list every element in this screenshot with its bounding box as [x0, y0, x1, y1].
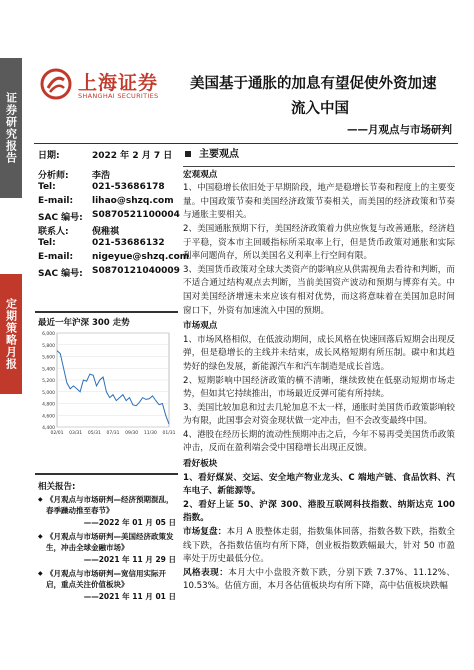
market-point: 4、港股在经历长期的流动性预期冲击之后，今年不易再受美国货币政策冲击，反而在盈利端会受中国稳增长出现正反馈。	[183, 429, 455, 454]
related-reports	[35, 473, 178, 606]
macro-point: 2、美国通胀预期下行，美国经济政策着力供应恢复与改善通胀，经济趋于平稳，资本市主回暖指标所采取率上行，但是货币政策对通胀和实际利率问题尚存，所以美国名义利率上行空间有限。	[183, 223, 455, 262]
y-tick-label: 5,200	[42, 379, 55, 384]
index-chart	[35, 311, 178, 436]
contact-label: 联系人:	[38, 227, 69, 237]
logo	[40, 66, 180, 106]
report-subtitle: ——月观点与市场研判	[347, 124, 452, 136]
style-performance	[183, 567, 455, 594]
sac2-label: SAC 编号:	[38, 269, 83, 279]
tel2-label: Tel:	[38, 238, 56, 248]
section-heading	[183, 148, 455, 162]
report-title-line1: 美国基于通胀的加息有望促使外资加速	[190, 76, 437, 92]
y-tick-label: 5,800	[42, 343, 55, 349]
macro-heading: 宏观观点	[183, 169, 218, 180]
email2-row	[38, 252, 190, 266]
x-tick-label: 07/31	[106, 431, 120, 436]
related-heading: 相关报告:	[38, 482, 76, 492]
industry-point: 1、看好煤炭、交运、安全地产物业龙头、C 端地产链、食品饮料、汽车电子、新能源等。	[183, 472, 455, 497]
tel1-label: Tel:	[38, 182, 56, 192]
style-label: 风格表现：	[183, 567, 229, 578]
market-heading: 市场观点	[183, 321, 218, 332]
industry-heading: 看好板块	[183, 459, 218, 470]
review-text: 本月 A 股整体走弱，指数集体回落，指数各数下跌，指数全线下跌，各指数估值均有所下降，创业板指数跌幅最大，针对 50 市盈率处于历史最低分位。	[183, 527, 455, 565]
sac1-row	[38, 210, 180, 224]
macro-point: 1、中国稳增长依旧处于早期阶段，地产是稳增长节奏和程度上的主要变量。中国政策节奏和美国经济政策节奏相关，而美国的经济政策和节奏与通胀主要相关。	[183, 183, 455, 221]
sac2-row	[38, 266, 180, 280]
contact-email: nigeyue@shzq.com	[92, 252, 190, 262]
author-info	[38, 148, 190, 280]
analyst-row	[38, 168, 176, 182]
y-tick-label: 5,600	[42, 355, 55, 361]
shanghai-securities-logo-icon	[40, 68, 72, 100]
chart-svg	[35, 329, 178, 479]
sidebar	[0, 0, 22, 670]
header-divider	[34, 143, 458, 144]
x-tick-label: 11/30	[143, 431, 157, 436]
market-point: 2、短期影响中国经济政策的横不清晰，继续致使在低驱动短期市场走势，但如其它持续推出，市场最近反弹可能有所持续。	[183, 375, 455, 400]
logo-name-en: SHANGHAI SECURITIES	[78, 92, 159, 100]
tel2-row	[38, 238, 176, 252]
y-tick-label: 5,400	[42, 367, 55, 373]
market-point: 1、市场风格相似，在低波动期间，成长风格在快速回落后短期会出现反弹，但是稳增长的主线并未结束，成长风格短期有所压制。碳中和其趋势好的绿色发展，新能源汽车和汽车制造是成长首选。	[183, 334, 455, 372]
x-tick-label: 01/31	[162, 431, 176, 436]
section-heading-text: 主要观点	[199, 149, 239, 160]
report-date: 2022 年 2 月 7 日	[92, 151, 173, 161]
analyst-tel: 021-53686178	[92, 182, 165, 192]
review-label: 市场复盘：	[183, 527, 227, 538]
related-report-title: ◆ 《月观点与市场研判—美国经济政策发生，冲击全球金融市场》	[38, 532, 178, 553]
y-tick-label: 5,000	[42, 390, 55, 396]
x-tick-label: 02/01	[50, 431, 64, 436]
x-tick-label: 03/31	[69, 431, 83, 436]
related-report-title: ◆ 《月观点与市场研判—宽信用实际开启，重点关注价值板块》	[38, 569, 178, 590]
y-tick-label: 4,600	[42, 414, 55, 420]
y-tick-label: 4,400	[42, 426, 55, 431]
main-content	[183, 148, 455, 594]
tel1-row	[38, 182, 176, 196]
analyst-label: 分析师:	[38, 171, 69, 181]
y-tick-label: 4,800	[42, 402, 55, 408]
logo-name-cn: 上海证券	[78, 72, 159, 94]
email1-row	[38, 196, 176, 210]
related-report-date: ——2021 年 11 月 29 日	[83, 555, 176, 564]
contact-sac: S0870121040009	[92, 266, 180, 276]
section-divider	[183, 166, 455, 167]
analyst-email: lihao@shzq.com	[92, 196, 174, 206]
industry-point: 2、看好上证 50、沪深 300、港股互联网科技指数、纳斯达克 100 指数。	[183, 499, 455, 524]
analyst-name: 李浩	[92, 171, 111, 181]
chart-title: 最近一年沪深 300 走势	[38, 318, 130, 328]
series-line-hs300	[57, 351, 169, 425]
style-text: 本月大中小盘股齐数下跌，分别下跌 7.37%、11.12%、10.53%。估值方面，本月各估值板块均有所下降，高中估值板块跌幅	[183, 567, 455, 592]
sidebar-report-category: 定期策略月报	[0, 274, 22, 394]
square-bullet-icon	[185, 151, 191, 157]
macro-point: 3、美国货币政策对全球大类资产的影响应从供需视角去看待和判断，而不适合通过结构观点去判断，当前美国资产波动和预期与博弈有关。中国对美国经济增速未来应该有相对优势，而这将意味着在美国加息时间窗口下，外资有加速流入中国的预期。	[183, 264, 455, 316]
analyst-sac: S0870521100004	[92, 210, 180, 220]
email1-label: E-mail:	[38, 196, 74, 206]
email2-label: E-mail:	[38, 252, 74, 262]
date-row	[38, 148, 176, 162]
market-review	[183, 526, 455, 567]
sac1-label: SAC 编号:	[38, 213, 83, 223]
x-tick-label: 09/30	[125, 431, 139, 436]
contact-name: 倪稚祺	[92, 227, 120, 237]
market-point: 3、美国比较加息和过去几轮加息不太一样，通胀时美国货币政策影响较为有限，此国事会对资金现状做一定冲击，但不会改变最终中国。	[183, 402, 455, 427]
related-report-title: ◆ 《月观点与市场研判—经济预期混乱，春季躁动推至春节》	[38, 495, 178, 516]
contact-tel: 021-53686132	[92, 238, 165, 248]
contact-row	[38, 224, 176, 238]
report-title-line2: 流入中国	[291, 101, 349, 117]
x-tick-label: 05/31	[87, 431, 101, 436]
date-label: 日期:	[38, 151, 60, 161]
y-tick-label: 6,000	[42, 332, 55, 337]
related-report-date: ——2022 年 01 月 05 日	[83, 518, 176, 527]
related-report-date: ——2021 年 11 月 01 日	[83, 592, 176, 601]
sidebar-report-type: 证券研究报告	[0, 58, 22, 198]
